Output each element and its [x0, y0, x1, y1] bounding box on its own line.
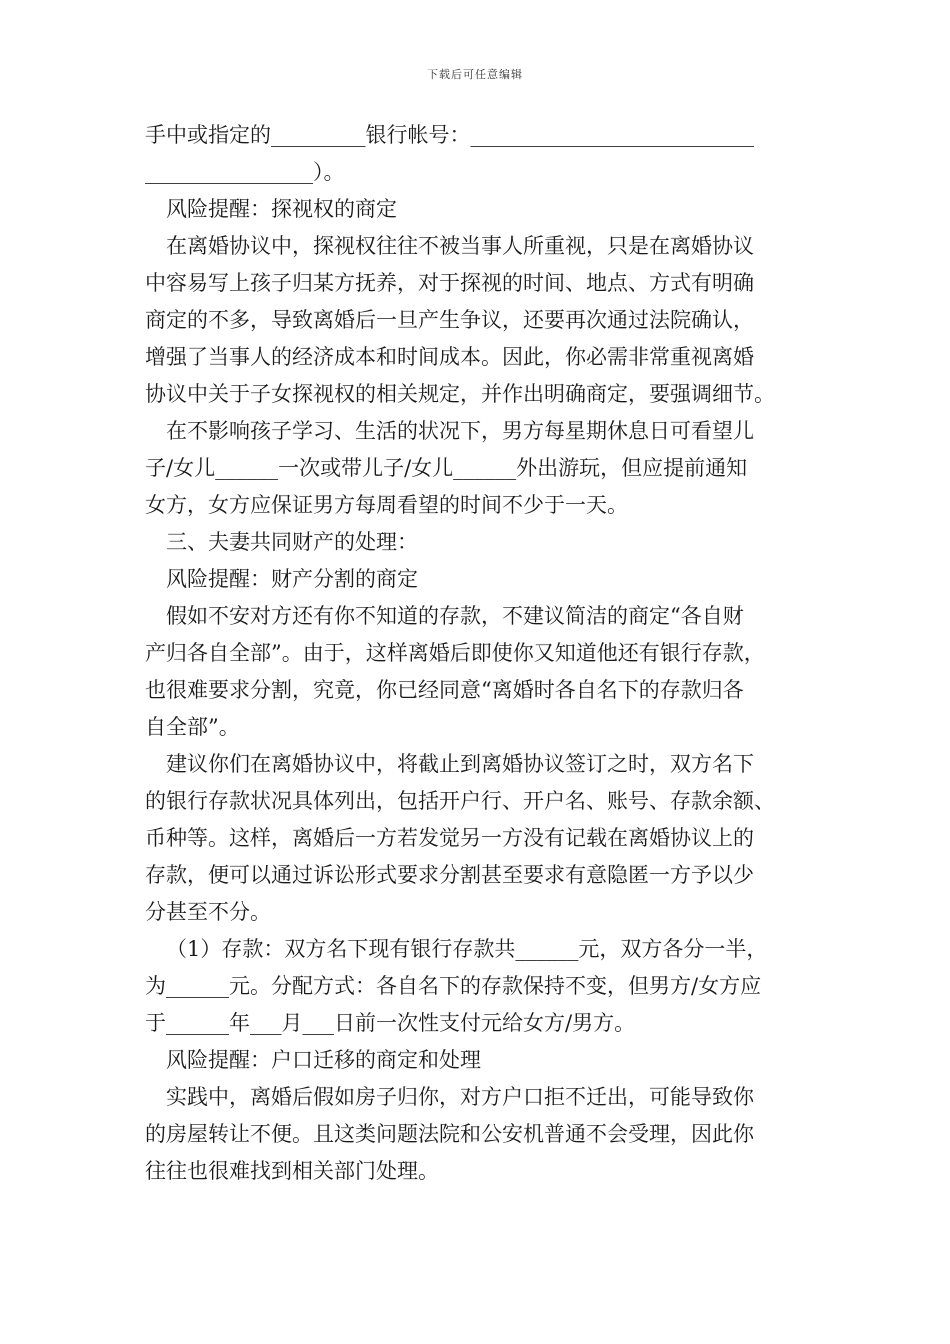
- text-line: （1）存款：双方名下现有银行存款共______元，双方各分一半，: [166, 937, 768, 961]
- text-line: 自全部”。: [145, 715, 240, 739]
- text-line: 三、夫妻共同财产的处理：: [166, 530, 418, 554]
- text-line: 实践中，离婚后假如房子归你，对方户口拒不迁出，可能导致你: [166, 1085, 754, 1109]
- text-line: 风险提醒：户口迁移的商定和处理: [166, 1048, 481, 1072]
- document-body: [145, 117, 815, 1190]
- text-line: 女方，女方应保证男方每周看望的时间不少于一天。: [145, 493, 628, 517]
- text-line: 协议中关于子女探视权的相关规定，并作出明确商定，要强调细节。: [145, 382, 775, 406]
- text-line: 风险提醒：探视权的商定: [166, 197, 397, 221]
- text-line: 子/女儿______一次或带儿子/女儿______外出游玩，但应提前通知: [145, 456, 748, 480]
- text-line: 也很难要求分割，究竟，你已经同意“离婚时各自名下的存款归各: [145, 678, 744, 702]
- text-line: 风险提醒：财产分割的商定: [166, 567, 418, 591]
- text-line: 建议你们在离婚协议中，将截止到离婚协议签订之时，双方名下: [166, 752, 754, 776]
- page-header: 下载后可任意编辑: [427, 68, 523, 81]
- text-line: ________________）。: [145, 160, 345, 184]
- text-line: 币种等。这样，离婚后一方若发觉另一方没有记载在离婚协议上的: [145, 826, 754, 850]
- text-line: 中容易写上孩子归某方抚养，对于探视的时间、地点、方式有明确: [145, 271, 754, 295]
- text-line: 假如不安对方还有你不知道的存款，不建议简洁的商定“各自财: [166, 604, 744, 628]
- text-line: 在不影响孩子学习、生活的状况下，男方每星期休息日可看望儿: [166, 419, 754, 443]
- text-line: 往往也很难找到相关部门处理。: [145, 1159, 439, 1183]
- text-line: 存款，便可以通过诉讼形式要求分割甚至要求有意隐匿一方予以少: [145, 863, 754, 887]
- text-line: 在离婚协议中，探视权往往不被当事人所重视，只是在离婚协议: [166, 234, 754, 258]
- text-line: 为______元。分配方式：各自名下的存款保持不变，但男方/女方应: [145, 974, 762, 998]
- text-line: 分甚至不分。: [145, 900, 271, 924]
- text-line: 增强了当事人的经济成本和时间成本。因此，你必需非常重视离婚: [145, 345, 754, 369]
- text-line: 产归各自全部”。由于，这样离婚后即使你又知道他还有银行存款，: [145, 641, 765, 665]
- text-line: 的房屋转让不便。且这类问题法院和公安机普通不会受理，因此你: [145, 1122, 754, 1146]
- text-line: 的银行存款状况具体列出，包括开户行、开户名、账号、存款余额、: [145, 789, 775, 813]
- text-line: 手中或指定的_________银行帐号：___________________________: [145, 123, 754, 147]
- text-line: 于______年___月___日前一次性支付元给女方/男方。: [145, 1011, 636, 1035]
- text-line: 商定的不多，导致离婚后一旦产生争议，还要再次通过法院确认，: [145, 308, 754, 332]
